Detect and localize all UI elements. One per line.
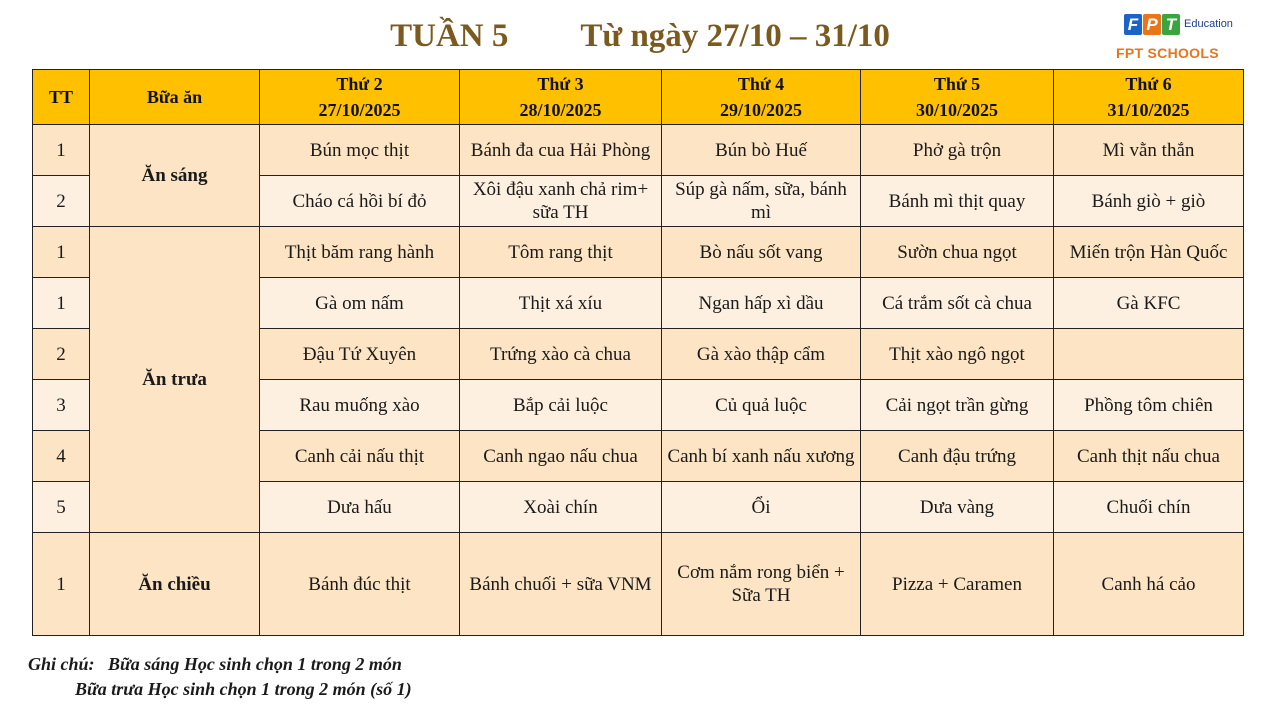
- header-day: Thứ 4 29/10/2025: [662, 70, 861, 125]
- dish-cell: Canh thịt nấu chua: [1054, 431, 1244, 482]
- dish-cell: Bánh đa cua Hải Phòng: [460, 125, 662, 176]
- dish-cell: Cá trắm sốt cà chua: [861, 278, 1054, 329]
- row-number: 3: [33, 380, 90, 431]
- dish-cell: Thịt băm rang hành: [260, 227, 460, 278]
- table-row: [33, 533, 1244, 636]
- dish-cell: Súp gà nấm, sữa, bánh mì: [662, 176, 861, 227]
- note-line-2: Bữa trưa Học sinh chọn 1 trong 2 món (số 1): [75, 679, 412, 699]
- header-day: Thứ 6 31/10/2025: [1054, 70, 1244, 125]
- dish-cell: Bún bò Huế: [662, 125, 861, 176]
- dish-cell: Canh bí xanh nấu xương: [662, 431, 861, 482]
- header-meal: Bữa ăn: [90, 70, 260, 125]
- dish-cell: Gà KFC: [1054, 278, 1244, 329]
- note-line-1: Ghi chú: Bữa sáng Học sinh chọn 1 trong 2 món: [28, 654, 402, 674]
- dish-cell: Trứng xào cà chua: [460, 329, 662, 380]
- dish-cell: Thịt xá xíu: [460, 278, 662, 329]
- dish-cell: Thịt xào ngô ngọt: [861, 329, 1054, 380]
- dish-cell: Bắp cải luộc: [460, 380, 662, 431]
- dish-cell: Canh ngao nấu chua: [460, 431, 662, 482]
- dish-cell: Cải ngọt trần gừng: [861, 380, 1054, 431]
- header-tt: TT: [33, 70, 90, 125]
- dish-cell: Bò nấu sốt vang: [662, 227, 861, 278]
- logo-letter-t: T: [1162, 14, 1180, 35]
- header-day: Thứ 2 27/10/2025: [260, 70, 460, 125]
- page-title: [0, 18, 1280, 55]
- dish-cell: Xoài chín: [460, 482, 662, 533]
- dish-cell: Bánh chuối + sữa VNM: [460, 533, 662, 636]
- dish-cell: Bánh đúc thịt: [260, 533, 460, 636]
- header-day: Thứ 5 30/10/2025: [861, 70, 1054, 125]
- note-label: Ghi chú:: [28, 654, 95, 674]
- dish-cell: Canh đậu trứng: [861, 431, 1054, 482]
- dish-cell: Bún mọc thịt: [260, 125, 460, 176]
- table-row: [33, 125, 1244, 176]
- dish-cell: Gà xào thập cẩm: [662, 329, 861, 380]
- row-number: 2: [33, 329, 90, 380]
- dish-cell: Gà om nấm: [260, 278, 460, 329]
- meal-afternoon: Ăn chiều: [90, 533, 260, 636]
- dish-cell: Đậu Tứ Xuyên: [260, 329, 460, 380]
- row-number: 1: [33, 125, 90, 176]
- dish-cell: Củ quả luộc: [662, 380, 861, 431]
- dish-cell: Bánh mì thịt quay: [861, 176, 1054, 227]
- dish-cell: [1054, 329, 1244, 380]
- logo-schools-text: FPT SCHOOLS: [1116, 45, 1219, 61]
- dish-cell: Canh cải nấu thịt: [260, 431, 460, 482]
- header-day: Thứ 3 28/10/2025: [460, 70, 662, 125]
- row-number: 4: [33, 431, 90, 482]
- dish-cell: Phồng tôm chiên: [1054, 380, 1244, 431]
- logo-letter-f: F: [1124, 14, 1142, 35]
- dish-cell: Ngan hấp xì dầu: [662, 278, 861, 329]
- dish-cell: Sườn chua ngọt: [861, 227, 1054, 278]
- dish-cell: Mì vằn thắn: [1054, 125, 1244, 176]
- logo-education-text: Education: [1184, 18, 1233, 30]
- dish-cell: Phở gà trộn: [861, 125, 1054, 176]
- dish-cell: Miến trộn Hàn Quốc: [1054, 227, 1244, 278]
- weekly-menu-table: [32, 69, 1244, 636]
- dish-cell: Bánh giò + giò: [1054, 176, 1244, 227]
- dish-cell: Cháo cá hồi bí đỏ: [260, 176, 460, 227]
- table-row: [33, 227, 1244, 278]
- row-number: 1: [33, 533, 90, 636]
- fpt-education-logo: [1112, 12, 1236, 66]
- row-number: 1: [33, 227, 90, 278]
- dish-cell: Dưa hấu: [260, 482, 460, 533]
- table-header-row: [33, 70, 1244, 125]
- dish-cell: Cơm nắm rong biển + Sữa TH: [662, 533, 861, 636]
- row-number: 2: [33, 176, 90, 227]
- row-number: 1: [33, 278, 90, 329]
- date-range: Từ ngày 27/10 – 31/10: [580, 18, 890, 54]
- notes: [28, 652, 412, 702]
- logo-letter-p: P: [1143, 14, 1161, 35]
- dish-cell: Rau muống xào: [260, 380, 460, 431]
- dish-cell: Pizza + Caramen: [861, 533, 1054, 636]
- dish-cell: Ổi: [662, 482, 861, 533]
- dish-cell: Dưa vàng: [861, 482, 1054, 533]
- meal-lunch: Ăn trưa: [90, 227, 260, 533]
- dish-cell: Tôm rang thịt: [460, 227, 662, 278]
- dish-cell: Canh há cảo: [1054, 533, 1244, 636]
- meal-breakfast: Ăn sáng: [90, 125, 260, 227]
- dish-cell: Chuối chín: [1054, 482, 1244, 533]
- week-label: TUẦN 5: [390, 18, 509, 54]
- row-number: 5: [33, 482, 90, 533]
- dish-cell: Xôi đậu xanh chả rim+ sữa TH: [460, 176, 662, 227]
